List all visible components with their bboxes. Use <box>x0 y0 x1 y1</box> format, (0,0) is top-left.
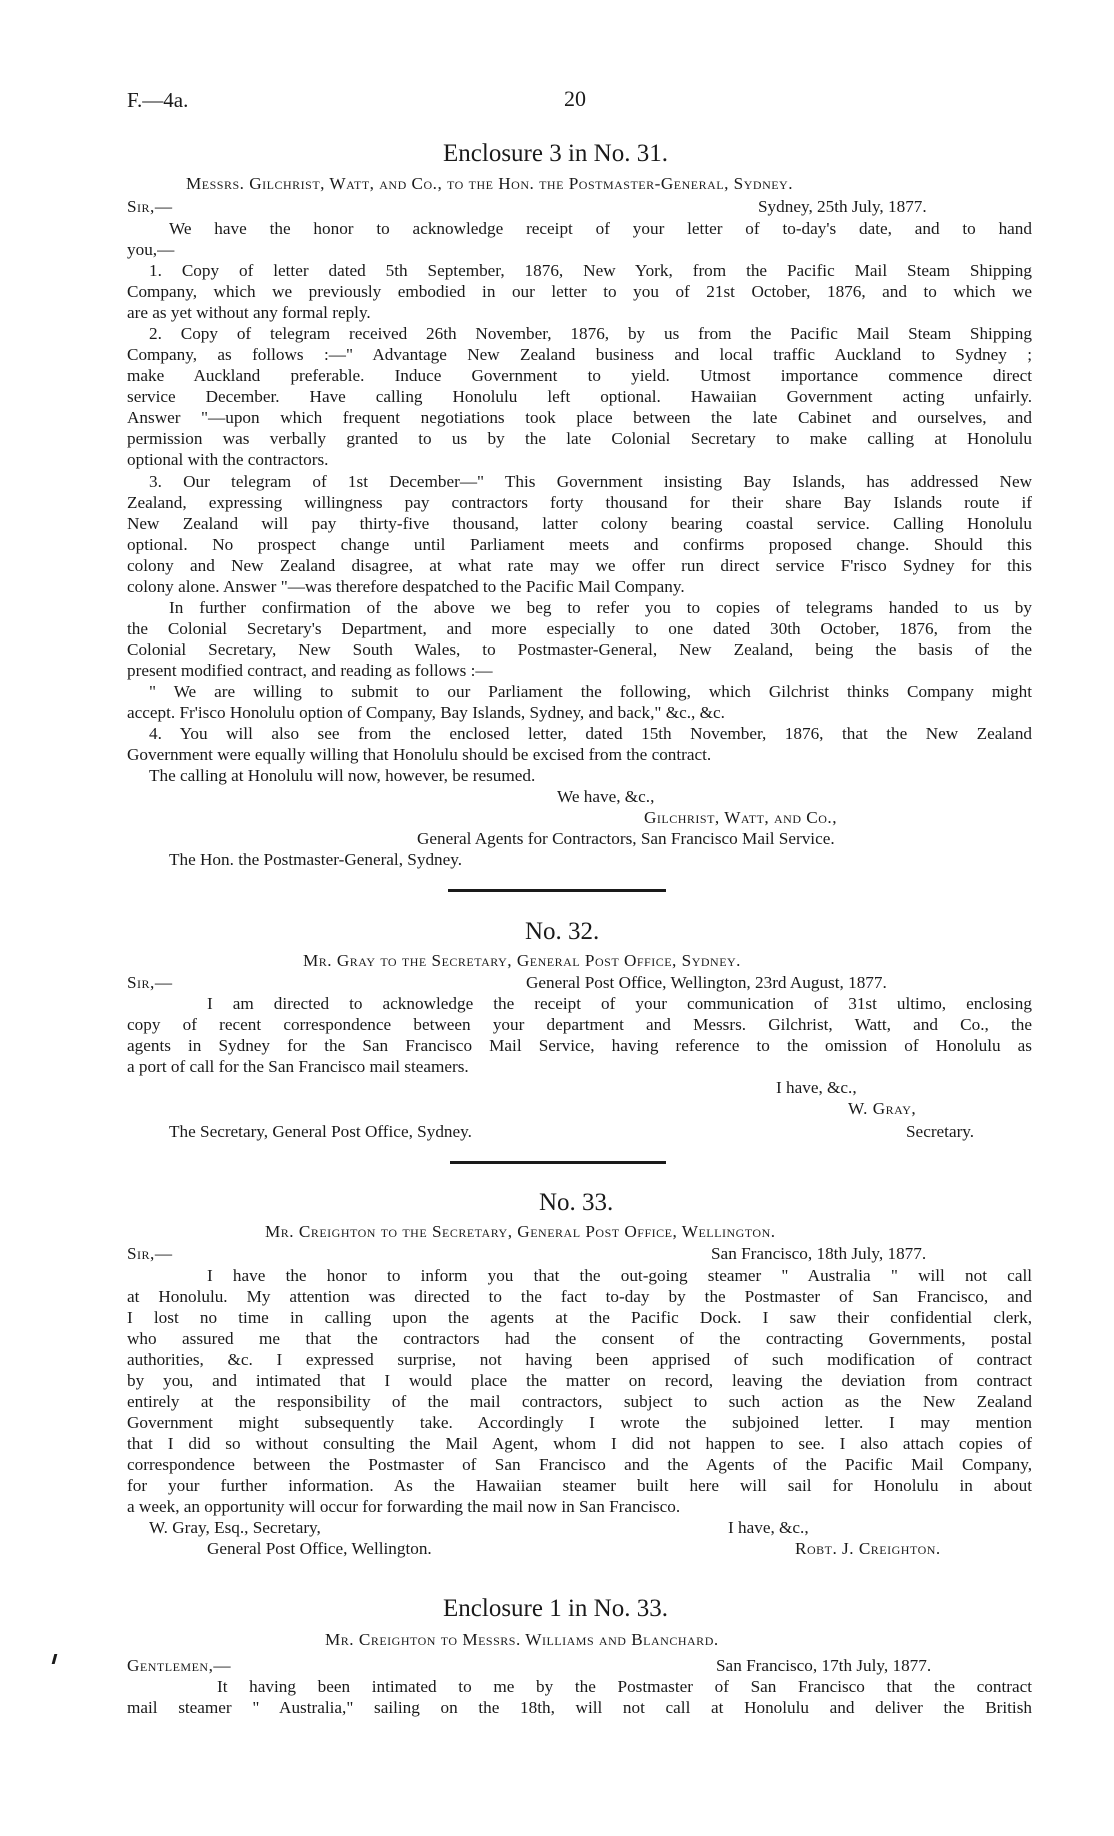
no-33-line: I lost no time in calling upon the agents at the Pacific Dock. I saw their confidential clerk, <box>127 1308 1032 1327</box>
no-33-line: authorities, &c. I expressed surprise, not having been apprised of such modification of contract <box>127 1350 1032 1369</box>
no-33-closing: I have, &c., <box>728 1518 809 1537</box>
no-32-signature: W. Gray, <box>848 1099 917 1118</box>
enclosure-1-place-date: San Francisco, 17th July, 1877. <box>716 1656 932 1675</box>
enclosure-3-line: The calling at Honolulu will now, however, be resumed. <box>149 766 536 785</box>
no-33-line: entirely at the responsibility of the mail contractors, subject to such action as the New Zealand <box>127 1392 1032 1411</box>
enclosure-3-line: are as yet without any formal reply. <box>127 303 371 322</box>
enclosure-3-line: Company, as follows :—" Advantage New Zealand business and local traffic Auckland to Sydney ; <box>127 345 1032 364</box>
no-33-addressee-name: W. Gray, Esq., Secretary, <box>149 1518 321 1537</box>
document-reference: F.—4a. <box>127 88 189 112</box>
no-33-line: who assured me that the contractors had the consent of the contracting Governments, postal <box>127 1329 1032 1348</box>
enclosure-3-line: Company, which we previously embodied in our letter to you of 21st October, 1876, and to which we <box>127 282 1032 301</box>
no-33-line: that I did so without consulting the Mail Agent, whom I did not happen to see. I also attach copies of <box>127 1434 1032 1453</box>
no-32-line: agents in Sydney for the San Francisco Mail Service, having reference to the omission of Honolulu as <box>127 1036 1032 1055</box>
enclosure-3-line: optional. No prospect change until Parliament meets and confirms proposed change. Should this <box>127 535 1032 554</box>
no-32-salutation: Sir,— <box>127 973 173 992</box>
no-32-addressee: The Secretary, General Post Office, Sydney. <box>169 1122 472 1141</box>
no-32-signature-title: Secretary. <box>906 1122 975 1141</box>
no-32-line: I am directed to acknowledge the receipt of your communication of 31st ultimo, enclosing <box>207 994 1032 1013</box>
enclosure-3-line: Government were equally willing that Honolulu should be excised from the contract. <box>127 745 712 764</box>
enclosure-3-line: you,— <box>127 240 175 259</box>
enclosure-3-closing: We have, &c., <box>557 787 655 806</box>
enclosure-3-line: Answer "—upon which frequent negotiations took place between the late Cabinet and ourselves, and <box>127 408 1032 427</box>
enclosure-3-address-line: Messrs. Gilchrist, Watt, and Co., to the Hon. the Postmaster-General, Sydney. <box>186 174 794 193</box>
enclosure-3-line: present modified contract, and reading as follows :— <box>127 661 493 680</box>
no-33-line: by you, and intimated that I would place the matter on record, leaving the deviation from contract <box>127 1371 1032 1390</box>
enclosure-3-line: permission was verbally granted to us by the late Colonial Secretary to make calling at Honolulu <box>127 429 1032 448</box>
enclosure-3-line: colony and New Zealand disagree, at what rate may we offer run direct service F'risco Sydney for this <box>127 556 1032 575</box>
no-32-line: copy of recent correspondence between your department and Messrs. Gilchrist, Watt, and Co., the <box>127 1015 1032 1034</box>
no-32-heading: No. 32. <box>525 918 600 945</box>
no-32-closing: I have, &c., <box>776 1078 857 1097</box>
enclosure-3-addressee: The Hon. the Postmaster-General, Sydney. <box>169 850 463 869</box>
enclosure-3-signature-title: General Agents for Contractors, San Francisco Mail Service. <box>417 829 835 848</box>
section-divider <box>448 889 666 892</box>
enclosure-3-line: 2. Copy of telegram received 26th November, 1876, by us from the Pacific Mail Steam Shipping <box>149 324 1032 343</box>
enclosure-1-line: It having been intimated to me by the Postmaster of San Francisco that the contract <box>217 1677 1032 1696</box>
enclosure-3-heading: Enclosure 3 in No. 31. <box>443 140 668 167</box>
enclosure-3-line: 3. Our telegram of 1st December—" This Government insisting Bay Islands, has addressed New <box>149 472 1032 491</box>
enclosure-3-line: Zealand, expressing willingness pay contractors forty thousand for their share Bay Islands route if <box>127 493 1032 512</box>
no-33-line: for your further information. As the Hawaiian steamer built here will sail for Honolulu in about <box>127 1476 1032 1495</box>
enclosure-3-signature: Gilchrist, Watt, and Co., <box>644 808 838 827</box>
enclosure-1-heading: Enclosure 1 in No. 33. <box>443 1595 668 1622</box>
no-32-place-date: General Post Office, Wellington, 23rd August, 1877. <box>526 973 887 992</box>
enclosure-3-line: service December. Have calling Honolulu left optional. Hawaiian Government acting unfairly. <box>127 387 1032 406</box>
enclosure-3-line: " We are willing to submit to our Parliament the following, which Gilchrist thinks Company might <box>149 682 1032 701</box>
enclosure-3-line: New Zealand will pay thirty-five thousand, latter colony bearing coastal service. Calling Honolulu <box>127 514 1032 533</box>
enclosure-3-line: colony alone. Answer "—was therefore despatched to the Pacific Mail Company. <box>127 577 685 596</box>
no-33-signature: Robt. J. Creighton. <box>795 1539 941 1558</box>
no-33-address-line: Mr. Creighton to the Secretary, General Post Office, Wellington. <box>265 1222 776 1241</box>
no-33-line: Government might subsequently take. Accordingly I wrote the subjoined letter. I may mention <box>127 1413 1032 1432</box>
enclosure-1-line: mail steamer " Australia," sailing on the 18th, will not call at Honolulu and deliver the British <box>127 1698 1032 1717</box>
enclosure-3-line: Colonial Secretary, New South Wales, to Postmaster-General, New Zealand, being the basis of the <box>127 640 1032 659</box>
no-32-line: a port of call for the San Francisco mail steamers. <box>127 1057 469 1076</box>
enclosure-3-place-date: Sydney, 25th July, 1877. <box>758 197 927 216</box>
enclosure-3-line: In further confirmation of the above we beg to refer you to copies of telegrams handed to us by <box>169 598 1032 617</box>
no-33-addressee-office: General Post Office, Wellington. <box>207 1539 432 1558</box>
margin-mark <box>52 1654 58 1664</box>
enclosure-1-address-line: Mr. Creighton to Messrs. Williams and Blanchard. <box>325 1630 719 1649</box>
enclosure-3-line: the Colonial Secretary's Department, and more especially to one dated 30th October, 1876, from the <box>127 619 1032 638</box>
section-divider <box>450 1161 666 1164</box>
no-33-place-date: San Francisco, 18th July, 1877. <box>711 1244 927 1263</box>
no-33-line: correspondence between the Postmaster of San Francisco and the Agents of the Pacific Mail Company, <box>127 1455 1032 1474</box>
enclosure-3-line: make Auckland preferable. Induce Government to yield. Utmost importance commence direct <box>127 366 1032 385</box>
no-33-line: I have the honor to inform you that the out-going steamer " Australia " will not call <box>207 1266 1032 1285</box>
no-33-line: a week, an opportunity will occur for forwarding the mail now in San Francisco. <box>127 1497 681 1516</box>
no-32-address-line: Mr. Gray to the Secretary, General Post Office, Sydney. <box>303 951 741 970</box>
page-number: 20 <box>564 86 586 111</box>
enclosure-3-salutation: Sir,— <box>127 197 173 216</box>
enclosure-3-line: 4. You will also see from the enclosed letter, dated 15th November, 1876, that the New Zealand <box>149 724 1032 743</box>
enclosure-3-line: 1. Copy of letter dated 5th September, 1876, New York, from the Pacific Mail Steam Shipping <box>149 261 1032 280</box>
enclosure-3-line: optional with the contractors. <box>127 450 329 469</box>
no-33-line: at Honolulu. My attention was directed to the fact to-day by the Postmaster of San Francisco, and <box>127 1287 1032 1306</box>
enclosure-3-line: accept. Fr'isco Honolulu option of Company, Bay Islands, Sydney, and back," &c., &c. <box>127 703 725 722</box>
enclosure-3-line: We have the honor to acknowledge receipt of your letter of to-day's date, and to hand <box>169 219 1032 238</box>
no-33-heading: No. 33. <box>539 1189 614 1216</box>
enclosure-1-salutation: Gentlemen,— <box>127 1656 232 1675</box>
no-33-salutation: Sir,— <box>127 1244 173 1263</box>
